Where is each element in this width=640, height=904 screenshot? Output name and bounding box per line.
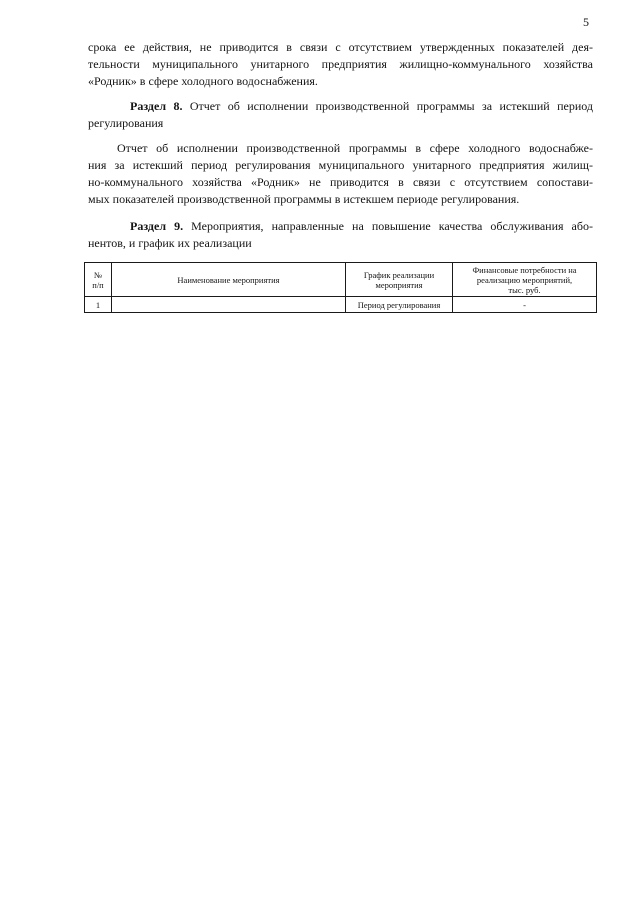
text-line: ния за истекший период регулирования муниципального унитарного предприятия жилищ- (88, 158, 593, 172)
text-line: Отчет об исполнении производственной программы в сфере холодного водоснабже- (117, 141, 593, 155)
header-activity-name (112, 263, 346, 297)
header-text: тыс. руб. (508, 284, 541, 295)
section-9-label: Раздел 9. (130, 219, 184, 233)
activities-table (84, 262, 597, 313)
text-line: но-коммунального хозяйства «Родник» не приводится в связи с отсутствием сопостави- (88, 175, 593, 189)
table-row (85, 297, 597, 313)
header-text: № (93, 269, 103, 280)
header-text: Финансовые потребности на (472, 264, 577, 275)
heading-line: регулирования (88, 116, 164, 130)
section-9-title: Мероприятия, направленные на повышение качества обслуживания або- (191, 219, 593, 233)
header-financial-needs (453, 263, 597, 297)
section-8-title: Отчет об исполнении производственной программы за истекший период (189, 99, 593, 113)
cell-schedule: Период регулирования (346, 297, 453, 313)
paragraph-report (88, 140, 593, 208)
header-text: График реализации (363, 269, 435, 280)
text-line: «Родник» в сфере холодного водоснабжения. (88, 74, 318, 88)
text-line: тельности муниципального унитарного предприятия жилищно-коммунального хозяйства (88, 57, 593, 71)
page-number: 5 (583, 15, 589, 29)
section-8-label: Раздел 8. (130, 99, 183, 113)
header-schedule (346, 263, 453, 297)
cell-financial-needs: - (453, 297, 597, 313)
table-header-row (85, 263, 597, 297)
text-line: мых показателей производственной программы в истекшем периоде регулирования. (88, 192, 520, 206)
header-text: Наименование мероприятия (177, 274, 280, 285)
section-9-heading (88, 218, 593, 252)
heading-line: нентов, и график их реализации (88, 236, 252, 250)
header-text: п/п (92, 279, 104, 290)
header-number (85, 263, 112, 297)
heading-line (88, 218, 593, 235)
header-text: реализацию мероприятий, (476, 274, 573, 285)
cell-activity-name (112, 297, 346, 313)
heading-line (88, 98, 593, 115)
section-8-heading (88, 98, 593, 132)
cell-number: 1 (85, 297, 112, 313)
header-text: мероприятия (375, 279, 423, 290)
paragraph-continuation (88, 39, 593, 90)
text-line: срока ее действия, не приводится в связи с отсутствием утвержденных показателей дея- (88, 40, 593, 54)
